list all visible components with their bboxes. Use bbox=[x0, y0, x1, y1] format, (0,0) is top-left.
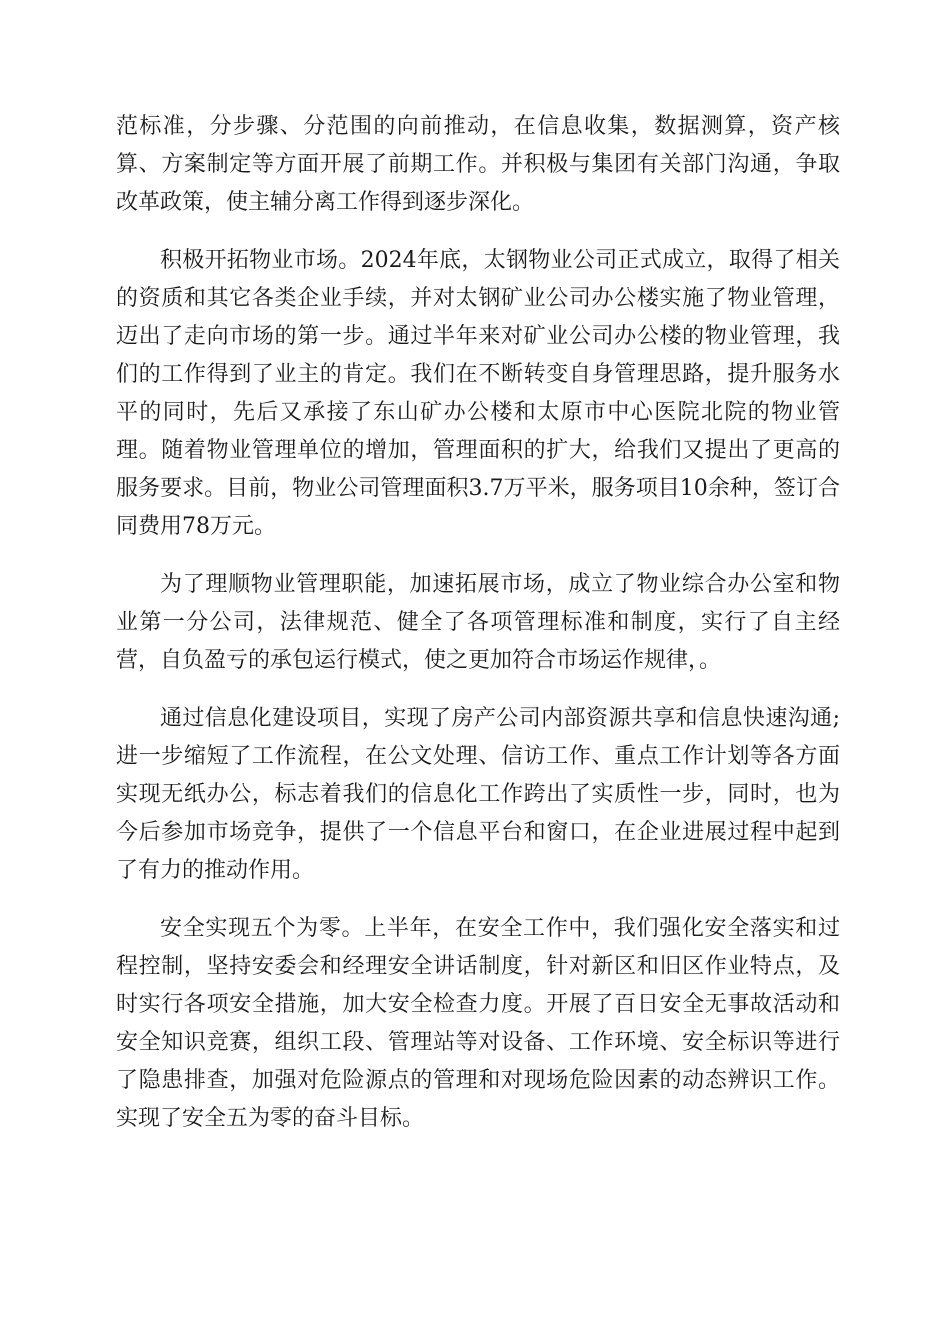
paragraph-safety: 安全实现五个为零。上半年，在安全工作中，我们强化安全落实和过程控制，坚持安委会和经理安全讲话制度，针对新区和旧区作业特点，及时实行各项安全措施，加大安全检查力度。开展了百日安全无事故活动和安全知识竞赛，组织工段、管理站等对设备、工作环境、安全标识等进行了隐患排查，加强对危险源点的管理和对现场危险因素的动态辨识工作。实现了安全五为零的奋斗目标。 bbox=[116, 916, 840, 1131]
paragraph-property-management: 为了理顺物业管理职能，加速拓展市场，成立了物业综合办公室和物业第一分公司，法律规范、健全了各项管理标准和制度，实行了自主经营，自负盈亏的承包运行模式，使之更加符合市场运作规律，。 bbox=[116, 572, 840, 673]
paragraph-continuation: 范标准，分步骤、分范围的向前推动，在信息收集，数据测算，资产核算、方案制定等方面开展了前期工作。并积极与集团有关部门沟通，争取改革政策，使主辅分离工作得到逐步深化。 bbox=[116, 114, 840, 215]
paragraph-property-market: 积极开拓物业市场。2024年底，太钢物业公司正式成立，取得了相关的资质和其它各类企业手续，并对太钢矿业公司办公楼实施了物业管理，迈出了走向市场的第一步。通过半年来对矿业公司办公楼的物业管理，我们的工作得到了业主的肯定。我们在不断转变自身管理思路，提升服务水平的同时，先后又承接了东山矿办公楼和太原市中心医院北院的物业管理。随着物业管理单位的增加，管理面积的扩大，给我们又提出了更高的服务要求。目前，物业公司管理面积3.7万平米，服务项目10余种，签订合同费用78万元。 bbox=[116, 248, 840, 539]
paragraph-informatization: 通过信息化建设项目，实现了房产公司内部资源共享和信息快速沟通;进一步缩短了工作流程，在公文处理、信访工作、重点工作计划等各方面实现无纸办公，标志着我们的信息化工作跨出了实质性一步，同时，也为今后参加市场竞争，提供了一个信息平台和窗口，在企业进展过程中起到了有力的推动作用。 bbox=[116, 706, 840, 883]
document-body bbox=[116, 108, 840, 1158]
